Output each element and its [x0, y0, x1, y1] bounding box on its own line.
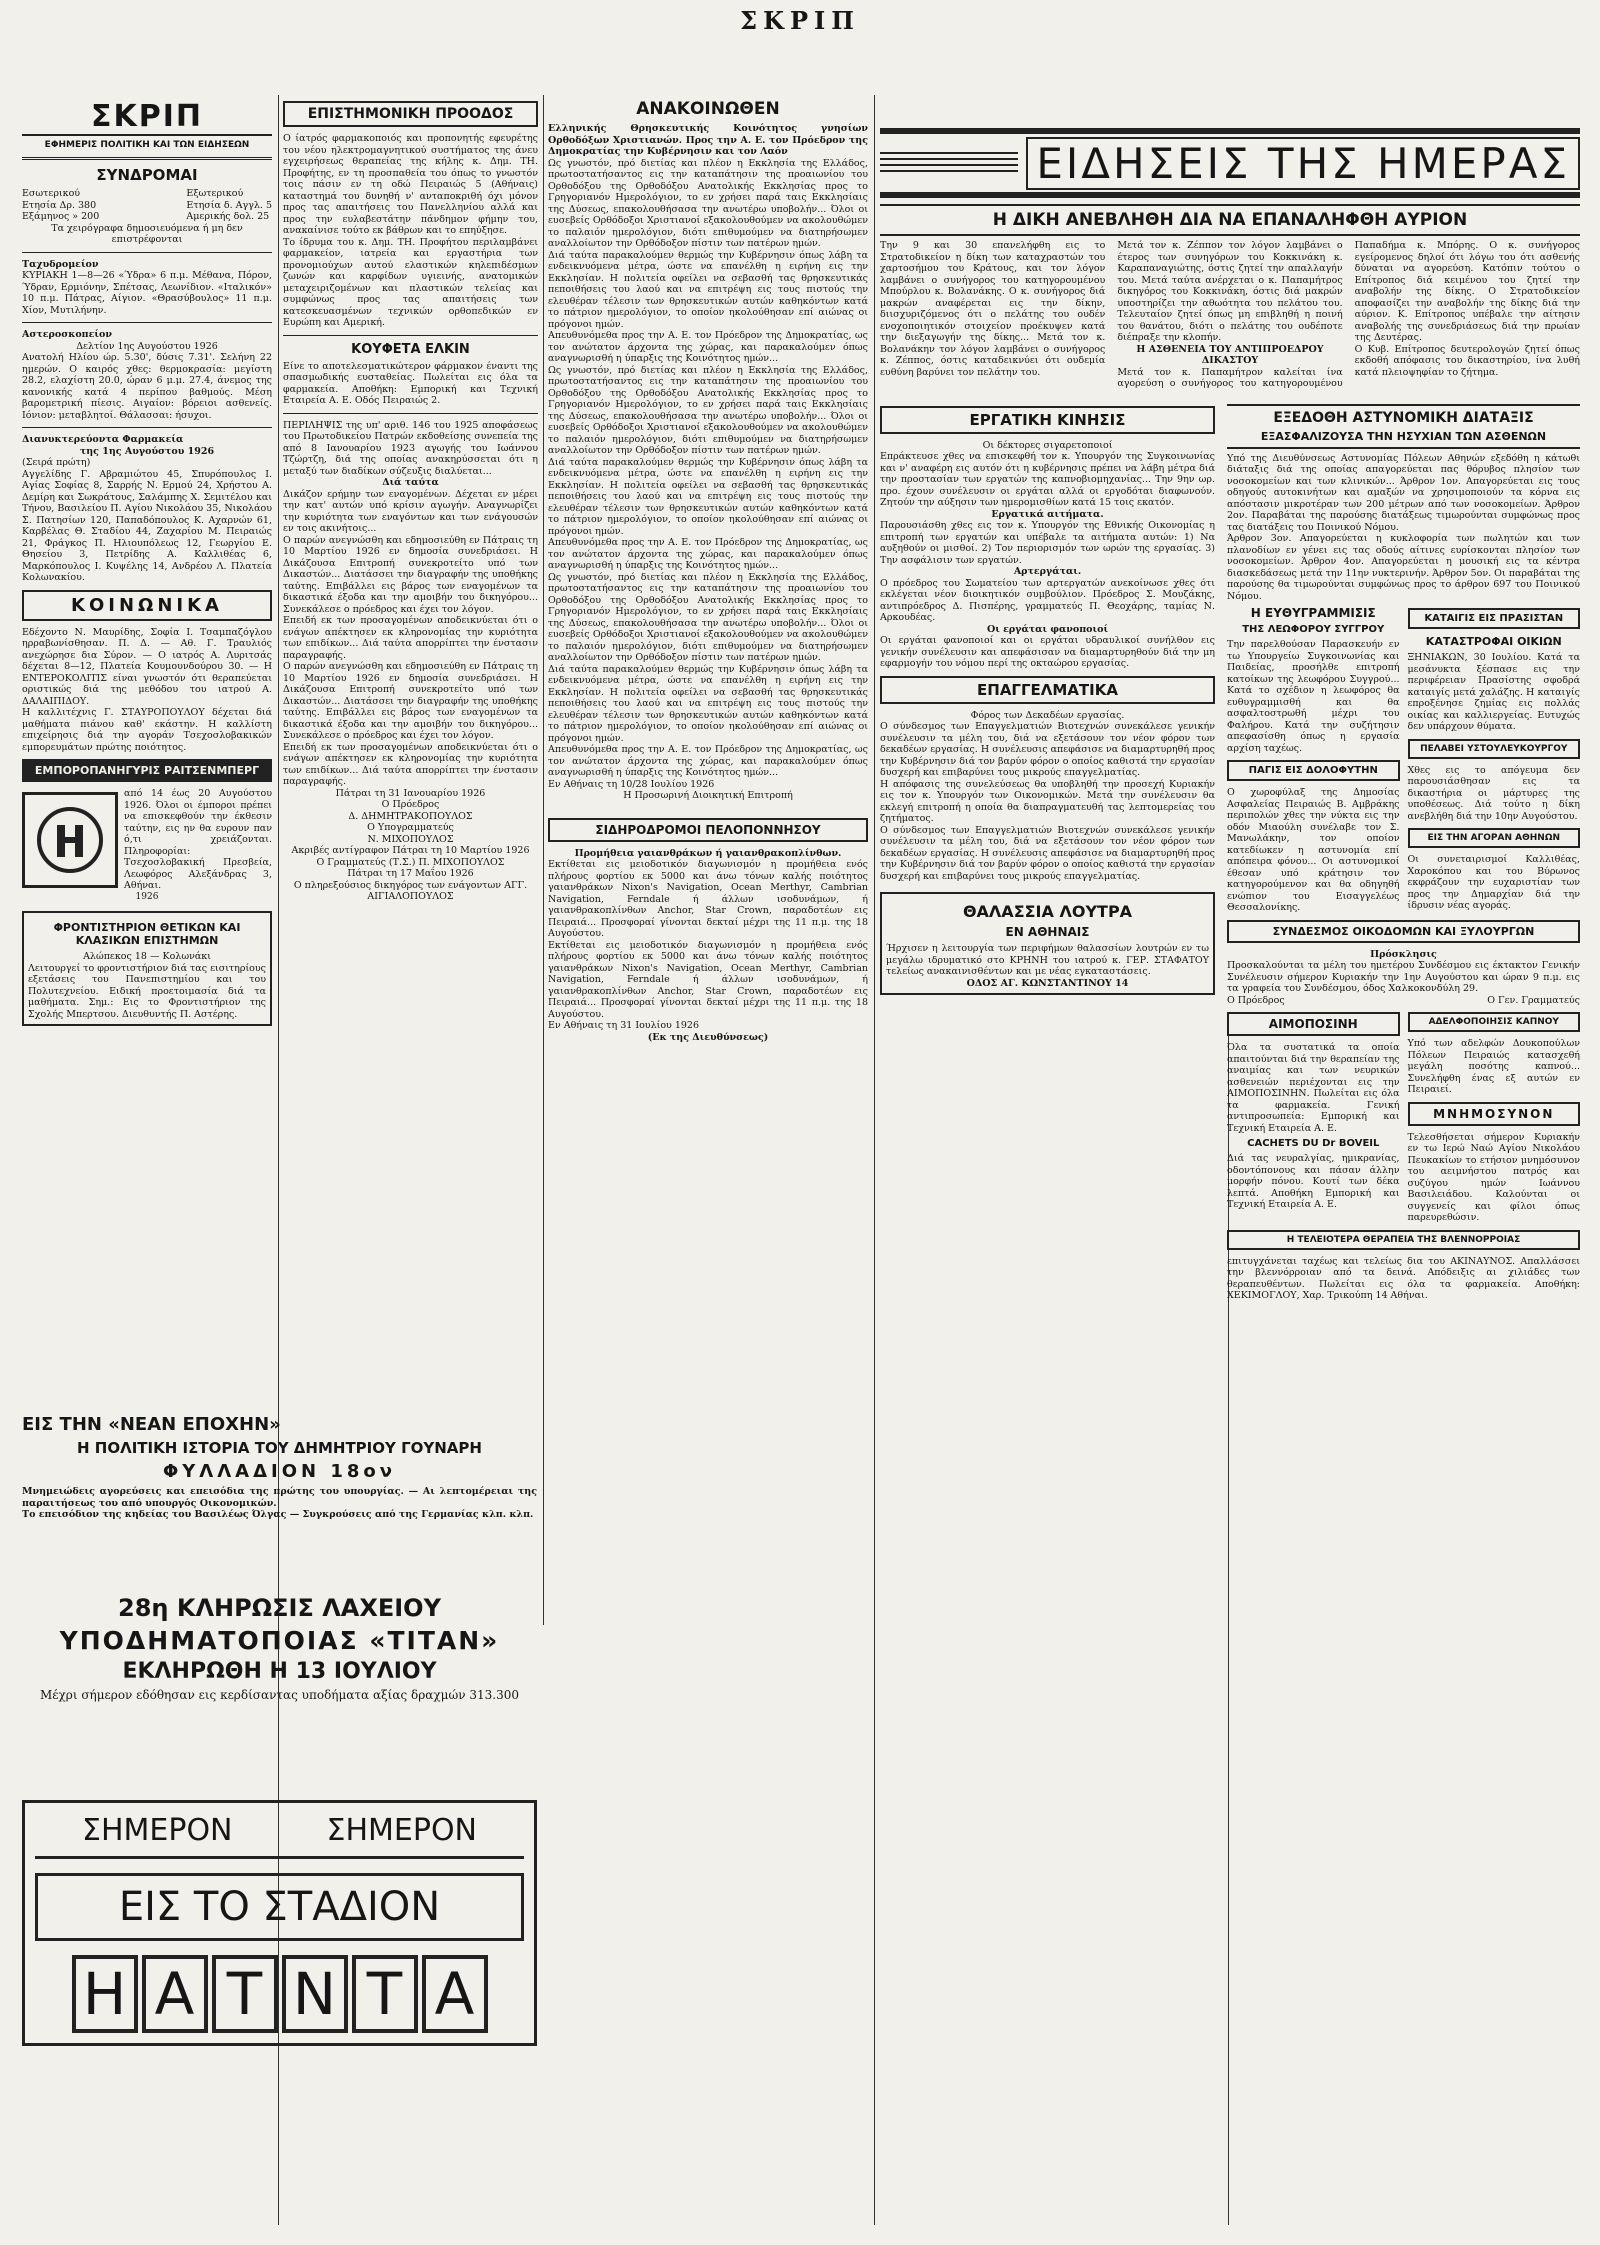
- gen-text: Επειδή εκ των προσαγομένων αποδεικνύεται ότι ο ενάγων απέκτησεν εκ κληρονομίας την κυριότητα των επιδίκων... Διά ταύτα απορρίπτει την ένστασιν παραγραφής.: [283, 615, 538, 661]
- lottery-date: ΕΚΛΗΡΩΘΗ Η 13 ΙΟΥΛΙΟΥ: [122, 1659, 437, 1684]
- sign2-role: Ο Υπογραμματεύς: [367, 822, 454, 833]
- syngrou-title: Η ΕΥΘΥΓΡΑΜΜΙΣΙΣ: [1250, 606, 1376, 620]
- subs-ext-label: Εξωτερικού: [186, 188, 244, 199]
- lottery-text: Μέχρι σήμερον εδόθησαν εις κερδίσαντας υποδήματα αξίας δραχμών 313.300: [40, 1688, 519, 1702]
- kapnou-text: Υπό των αδελφών Δουκοπούλων Πόλεων Πειραιώς κατασχεθή μεγάλη ποσότης καπνού... Συνελήφθη ένας εξ αυτών εν Πειραιεί.: [1407, 1038, 1580, 1095]
- police-text-2: Άρθρον 3ον. Απαγορεύεται η κυκλοφορία των πωλητών και των πλανοδίων εν γένει εις τας οδούς αίτινες ευρίσκονται πλησίον των νοσοκομείων. Άρθρον 4ον. Απαγορεύεται η μουσική εις τα κέντρα διασκεδάσεως μετά την 11ην νυκτερινήν. Άρθρον 5ον. Οι παραβάται της παρούσης θα τιμωρούνται συμφώνως προς το άρθρον 697 του Ποινικού Νόμου.: [1227, 533, 1580, 602]
- prof-subtitle: Φόρος των Δεκαδέων εργασίας.: [970, 709, 1125, 721]
- masthead: ΣΚΡΙΠ: [740, 6, 860, 35]
- stadium-letter: Τ: [352, 1955, 418, 2033]
- cachets-text: Διά τας νευραλγίας, ημικρανίας, οδοντόπονους και πάσαν άλλην μορφήν πόνου. Κουτί των δέκα λεπτά. Αποθήκη Εμπορική και Τεχνική Εταιρεία Α. Ε.: [1227, 1153, 1400, 1210]
- sign-role: Ο Πρόεδρος: [381, 799, 440, 810]
- subs-ext-year: Ετησία δ. Αγγλ. 5: [186, 199, 272, 211]
- aim-text: Όλα τα συστατικά τα οποία απαιτούνται διά την θεραπείαν της αναιμίας και των νευρικών ασθενειών περιέχονται εις την ΑΙΜΟΠΟΣΙΝΗΝ. Πωλείται εις όλα τα φαρμακεία. Γενική αντιπροσωπεία: Εμπορική και Τεχνική Εταιρεία Α. Ε.: [1227, 1042, 1400, 1134]
- sign5: Πάτραι τη 17 Μαΐου 1926: [347, 868, 474, 879]
- mnemosyno-title: ΜΝΗΜΟΣΥΝΟΝ: [1408, 1102, 1581, 1126]
- announcement-title: ΑΝΑΚΟΙΝΩΘΕΝ: [636, 99, 780, 119]
- baths-text: Ήρχισεν η λειτουργία των περιφήμων θαλασσίων λουτρών εν τω μεγάλω ιδρυματικό στο ΚΡΗΝΗ του ιατρού κ. ΓΕΡ. ΣΤΑΦΑΤΟΥ τελείως ανακαινισθέντων και με νέας εγκαταστάσεις.: [886, 943, 1209, 977]
- lottery-title: 28η ΚΛΗΡΩΣΙΣ ΛΑΧΕΙΟΥ: [118, 1594, 441, 1622]
- frontist-subtitle: Αλώπεκος 18 — Κολωνάκι: [83, 951, 211, 962]
- pharmacies-text: Αγγελίδης Γ. Αβραμιώτου 45, Σπυρόπουλος Ι. Αγίας Σοφίας 8, Σαρρής Ν. Ερμού 24, Χρήστου Α. Δεμίρη και Σωκράτους, Σαλάμπης Χ. Σεμιτέλου και Τήνου, Βασιλείου Π. Αγίου Νικολάου 35, Νικολάου Σ. Πατησίων 120, Παπαδόπουλος Κ. Αχαρνών 61, Καρβέλας Θ. Σταδίου 44, Ζαχαρίου Μ. Πειραιώς 21, Φράγκος Π. Ηλιουπόλεως 12, Γεωργίου Ε. Θησείου 3, Πετρίδης Α. Καλλιθέας 6, Μαρκόπουλος Ι. Κυψέλης 14, Ανδρέου Λ. Πλατεία Κολωνακίου.: [22, 468, 272, 583]
- post-title: Ταχυδρομείον: [22, 258, 99, 270]
- fire-title: ΚΑΤΑΙΓΙΣ ΕΙΣ ΠΡΑΣΙΣΤΑΝ: [1408, 608, 1581, 629]
- agora-title: ΕΙΣ ΤΗΝ ΑΓΟΡΑΝ ΑΘΗΝΩΝ: [1408, 828, 1581, 848]
- astro-title: Αστεροσκοπείον: [22, 329, 112, 340]
- column-4-left: [880, 400, 1215, 1302]
- announcement-subtitle: Ελληνικής Θρησκευτικής Κοινότητος γνησίων Ορθοδόξων Χριστιανών. Προς την Α. Ε. τον Πρόεδρον της Δημοκρατίας την Κυβέρνησιν και τον Λαόν: [548, 123, 868, 157]
- subs-note: Τα χειρόγραφα δημοσιευόμενα ή μη δεν επιστρέφονται: [51, 222, 243, 245]
- guild-sign-2: Ο Γεν. Γραμματεύς: [1487, 994, 1580, 1006]
- social-text: Εδέχοντο Ν. Μαυρίδης, Σοφία Ι. Τσαμπαζόγλου ηρραβωνίσθησαν. Π. Δ. — Αθ. Γ. Τραυλιός ανεχώρησε δια Σύρον. — Ο ιατρός Α. Λυριτσάς δέχεται 8—12, Πλατεία Κουμουνδούρου 30. — Η ΕΝΤΕΡΟΚΟΛΙΤΙΣ είναι γνωστόν ότι θεραπεύεται οριστικώς διά της μεθόδου του ιατρού Α. ΔΑΛΑΙΠΙΔΟΥ.: [22, 626, 272, 707]
- news-banner: [880, 128, 1580, 198]
- fair-title: ΕΜΠΟΡΟΠΑΝΗΓΥΡΙΣ ΡΑΙΤΣΕΝΜΠΕΡΓ: [22, 759, 272, 782]
- stadium-letter: Α: [422, 1955, 488, 2033]
- therapy-text: επιτυγχάνεται ταχέως και τελείως δια του ΑΚΙΝΑΥΝΟΣ. Απαλλάσσει την βλεννόρροιαν από τα δεινά. Απόδειξις αι χιλιάδες των θεραπευθέντων. Πωλείται εις όλα τα φαρμακεία. Αποθήκη: ΧΕΚΙΜΟΓΛΟΥ, Χαρ. Τρικούπη 14 Αθήναι.: [1227, 1255, 1580, 1301]
- pharmacies-title: Διανυκτερεύοντα Φαρμακεία: [22, 434, 184, 445]
- epochi-text: Μνημειώδεις αγορεύσεις και επεισόδια της πρώτης του υπουργίας. — Αι λεπτομέρειαι της παραιτήσεως του από υπουργός Οικονομικών.: [22, 1486, 537, 1509]
- fair-logo-icon: [35, 805, 105, 875]
- science-text-2: Το ίδρυμα του κ. Δημ. ΤΗ. Προφήτου περιλαμβάνει φαρμακείον, ιατρεία και εργαστήρια των προνομιούχων αυτού ελαστικών κηλεπιδέσμων ζωνών και καρφίδων υγιεινής, ανατομικών μεταχειριζομένων και πλαστικών τελείας και συμφώνως προς τας απαιτήσεις των κατεσκευασμένων τεχνικών ορθοπεδικών εν Ευρώπη και Αμερική.: [283, 236, 538, 328]
- column-1: [22, 95, 272, 1026]
- stadium-line: ΕΙΣ ΤΟ ΣΤΑΔΙΟΝ: [35, 1873, 524, 1941]
- baths-subtitle: ΕΝ ΑΘΗΝΑΙΣ: [1005, 925, 1090, 939]
- coal-title: ΣΙΔΗΡΟΔΡΟΜΟΙ ΠΕΛΟΠΟΝΝΗΣΟΥ: [548, 818, 868, 842]
- guild-text: Προσκαλούνται τα μέλη του ημετέρου Συνδέσμου εις έκτακτον Γενικήν Συνέλευσιν σήμερον Κυριακήν την 1ην Αυγούστου και ώραν 9 π.μ. εις τα γραφεία του Συνδέσμου, όδος Χαλκοκονδύλη 29.: [1227, 960, 1580, 994]
- prof-title: ΕΠΑΓΓΕΛΜΑΤΙΚΑ: [880, 676, 1215, 704]
- fire-subtitle: ΚΑΤΑΣΤΡΟΦΑΙ ΟΙΚΙΩΝ: [1425, 635, 1562, 648]
- social-title: ΚΟΙΝΩΝΙΚΑ: [22, 590, 272, 621]
- labor-subtitle-3: Αρτεργάται.: [1013, 566, 1082, 577]
- coal-text: Εκτίθεται εις μειοδοτικόν διαγωνισμόν η προμήθεια ενός πλήρους φορτίου εκ 5000 και άνω τόνων καλής ποιότητος γαιανθράκων Nixon's Navigation, Ocean Merthyr, Cambrian Navigation, Ferndale ή άλλων ισοδυνάμων, ή γαιανθρακοπλίνθων Anchor, Star Crown, παραδοτέων εις Πειραιά... Προσφοραί γίνονται δεκταί μέχρι της 11 π.μ. της 18 Αυγούστου.: [548, 859, 868, 939]
- sign-date: Πάτραι τη 31 Ιανουαρίου 1926: [335, 787, 486, 799]
- syngrou-text: Την παρελθούσαν Παρασκευήν εν τω Υπουργείω Συγκοινωνίας και Παιδείας, προσήλθε επιτροπή κατοίκων της λεωφόρου Συγγρού... Κατά το σχέδιον η λεωφόρος θα ευθυγραμμισθή και θα ασφαλτοστρωθή μέχρι του Φαλήρου. Κατά την συζήτησιν απεφασίσθη όπως η εργασία αρχίση ταχέως.: [1227, 639, 1400, 754]
- frontist-text: Λειτουργεί το φροντιστήριον διά τας εισιτηρίους εξετάσεις του Πανεπιστημίου και του Πολυτεχνείου. Ειδική προετοιμασία διά τα μαθήματα. Σημ.: Εις το Φροντιστήριον της Σχολής Μπερτσου. Διευθυντής Π. Αστέρης.: [28, 962, 266, 1020]
- epochi-line: Η ΠΟΛΙΤΙΚΗ ΙΣΤΟΡΙΑ ΤΟΥ ΔΗΜΗΤΡΙΟΥ ΓΟΥΝΑΡΗ: [77, 1439, 482, 1457]
- guild-title: ΣΥΝΔΕΣΜΟΣ ΟΙΚΟΔΟΜΩΝ ΚΑΙ ΞΥΛΟΥΡΓΩΝ: [1227, 920, 1580, 943]
- aim-title: ΑΙΜΟΠΟΣΙΝΗ: [1227, 1012, 1400, 1036]
- syngrou-subtitle: ΤΗΣ ΛΕΩΦΟΡΟΥ ΣΥΓΓΡΟΥ: [1242, 624, 1385, 635]
- long-text: Ο παρών ανεγνώσθη και εδημοσιεύθη εν Πάτραις τη 10 Μαρτίου 1926 εν δημοσία συνεδριάσει. Η Δικάζουσα Επιτροπή συνεκροτείτο υπό των Δικαστών... Διατάσσει την διαγραφήν της υποθήκης ταύτης. Επιβάλλει εις βάρος των εναγομένων τα δικαστικά έξοδα και την αμοιβήν του δικηγόρου... Συνεκάλεσε ο πρόεδρος και έχει τον λόγον.: [283, 534, 538, 615]
- gen-text-repeat: Επειδή εκ των προσαγομένων αποδεικνύεται ότι ο ενάγων απέκτησεν εκ κληρονομίας την κυριότητα των επιδίκων... Διά ταύτα απορρίπτει την ένστασιν παραγραφής.: [283, 741, 538, 787]
- police-subtitle: ΕΞΑΣΦΑΛΙΖΟΥΣΑ ΤΗΝ ΗΣΥΧΙΑΝ ΤΩΝ ΑΣΘΕΝΩΝ: [1227, 430, 1580, 449]
- announcement-text-repeat-2: Ως γνωστόν, πρό διετίας και πλέον η Εκκλησία της Ελλάδος, πρωτοστατήσαντος εις την καταπάτησιν της προαιωνίου του Ορθοδόξου της Ορθοδόξου Ανατολικής Εκκλησίας προς το Γρηγοριανόν Ημερολόγιον, το εν χρήσει παρά ταις Εκκλησίαις της Δύσεως, επακολουθήσασα την ανωτέρω υποβολήν... Όλοι οι ευσεβείς Ορθόδοξοι Χριστιανοί εξακολουθούμεν να ακολουθώμεν το παλαιόν ημερολόγιον, διότι επιθυμούμεν να διατηρήσωμεν αναλλοίωτον την Ορθόδοξον πίστιν των πατέρων ημών.: [548, 571, 868, 663]
- lottery-name: ΥΠΟΔΗΜΑΤΟΠΟΙΑΣ «ΤΙΤΑΝ»: [59, 1626, 500, 1655]
- bridge-title: ΠΑΓΙΣ ΕΙΣ ΔΟΛΟΦΥΤΗΝ: [1227, 760, 1400, 781]
- dia-tauta-text: Δικάζον ερήμην των εναγομένων. Δέχεται εν μέρει την κατ' αυτών υπό κρίσιν αγωγήν. Αναγνωρίζει την κυριότητα των εναγόντων και των ενάγουσών εν τοις ακινήτοις...: [283, 488, 538, 534]
- fair-text: από 14 έως 20 Αυγούστου 1926. Όλοι οι έμποροι πρέπει να επισκεφθούν την έκθεσιν ταύτην, εις ην θα ευρουν παν ό,τι χρειάζονται. Πληροφορίαι: Τσεχοσλοβακική Πρεσβεία, Λεωφόρος Αλεξάνδρας 3, Αθήναι.: [124, 788, 272, 891]
- bridge-text: Ο χωροφύλαξ της Δημοσίας Ασφαλείας Πειραιώς Β. Αμβράκης περιπολών χθες την νύκτα εις την οδόν Μιαούλη συνέλαβε τον Σ. Μανωλάκην, τον οποίον κατεδίωκεν η αστυνομία επί απόπειρα φόνου... Οι αστυνομικοί έθεσαν υπό κράτησιν τον κατηγορούμενον και θα οδηγηθή ενώπιον του Εισαγγελέως Θεσσαλονίκης.: [1227, 787, 1400, 913]
- agora-text: Οι συνεταιρισμοί Καλλιθέας, Χαροκόπου και του Βύρωνος εκφράζουν την ευχαριστίαν των προς την Δημαρχίαν διά την ίδρυσιν νέας αγοράς.: [1407, 854, 1580, 911]
- coal-subtitle: Προμήθεια γαιανθράκων ή γαιανθρακοπλίνθων.: [574, 847, 842, 859]
- kapnou-title: ΑΔΕΛΦΟΠΟΙΗΣΙΣ ΚΑΠΝΟΥ: [1408, 1012, 1581, 1032]
- stadium-today-1: ΣΗΜΕΡΟΝ: [82, 1813, 233, 1848]
- column-3: [548, 95, 868, 2225]
- subs-int-half: Εξάμηνος » 200: [22, 211, 100, 222]
- prof-text-2: Η απόφασις της συνελεύσεως θα υποβληθή την προσεχή Κυριακήν εις τον κ. Υπουργόν των Οικονομικών. Μετά την συνέλευσιν θα εκλεγή επιτροπή η οποία θα διαπραγματευθή τας λεπτομερείας του ζητήματος.: [880, 778, 1215, 824]
- lottery-ad: [22, 1590, 537, 1702]
- science-text: Ο ίατρός φαρμακοποιός και προπονητής εφευρέτης του νέου ηλεκτρομαγνητικού συστήματος της άνευ εγχειρήσεως θεραπείας της κήλης κ. Δημ. ΤΗ. Προφήτης, εν τη προσπαθεία του όπως το γνωστόν τοις πάσιν εν τη οδώ Πειραιώς 5 (Αθήναις) καταστημά του δυνηθή ν' ανταποκριθή όχι μόνον προς τας απαιτήσεις του Πανελληνίου αλλά και προς την ευλαβεστάτην πάνδημον φήμην του, ανακαίνισε τούτο εκ βάθρων και το επηύξησε.: [283, 133, 538, 236]
- sign-name: Δ. ΔΗΜΗΤΡΑΚΟΠΟΥΛΟΣ: [348, 810, 473, 822]
- therapy-title: Η ΤΕΛΕΙΟΤΕΡΑ ΘΕΡΑΠΕΙΑ ΤΗΣ ΒΛΕΝΝΟΡΡΟΙΑΣ: [1227, 1230, 1580, 1250]
- labor-subtitle-2: Εργατικά αιτήματα.: [991, 508, 1104, 520]
- announcement-text-2-repeat-2: Διά ταύτα παρακαλούμεν θερμώς την Κυβέρνησιν όπως λάβη τα ενδεικνυόμενα μέτρα, ώστε να επανέλθη η ειρήνη εις την Εκκλησίαν. Η πολιτεία οφείλει να σεβασθή τας θρησκευτικάς πεποιθήσεις του λαού και να επιτρέψη εις τους πιστούς την ελευθέραν τέλεσιν των θρησκευτικών αυτών καθηκόντων κατά το πάτριον ημερολόγιον, το οποίον ηκολούθησαν επί αιώνας οι πρόγονοι ημών.: [548, 663, 868, 744]
- trial-text-3: Μετά τον κ. Παπαμήτρον καλείται ίνα αγορεύση ο συνήγορος του κατηγορουμένου Παπαδήμα κ. Μπόρης. Ο κ. συνήγορος εγείρομενος δηλοί ότι λόγω του ότι ασθενής δύναται να αγορεύση. Κατόπιν τούτου ο Επίτροπος διά κειμένου του ζητεί την αναβολήν της δίκης. Ο Στρατοδικείον αποφασίζει την αναβολήν της δίκης διά την αύριον. Κ. Επίτροπος υπέβαλε την αίτησιν αναβολής της συνεδριάσεως διά την πρωίαν της Δευτέρας.: [1117, 240, 1580, 389]
- prof-text-repeat: Ο σύνδεσμος των Επαγγελματιών Βιοτεχνών συνεκάλεσε γενικήν συνέλευσιν τα μέλη του, διά να εξετάσουν τον νέον φόρον των δεκαδέων εργασίας. Η συνέλευσις απεφάσισε να διαμαρτυρηθή προς την Κυβέρνησιν διά τον βαρύν φόρον ο οποίος καθιστά την εργασίαν δυσχερή και επιβαρύνει τους μικρούς επαγγελματίας.: [880, 824, 1215, 882]
- subscriptions-title: ΣΥΝΔΡΟΜΑΙ: [96, 166, 198, 184]
- science-title: ΕΠΙΣΤΗΜΟΝΙΚΗ ΠΡΟΟΔΟΣ: [283, 101, 538, 127]
- coal-date: Εν Αθήναις τη 31 Ιουλίου 1926: [548, 1020, 700, 1031]
- long-text-repeat: Ο παρών ανεγνώσθη και εδημοσιεύθη εν Πάτραις τη 10 Μαρτίου 1926 εν δημοσία συνεδριάσει. Η Δικάζουσα Επιτροπή συνεκροτείτο υπό των Δικαστών... Διατάσσει την διαγραφήν της υποθήκης ταύτης. Επιβάλλει εις βάρος των εναγομένων τα δικαστικά έξοδα και την αμοιβήν του δικηγόρου... Συνεκάλεσε ο πρόεδρος και έχει τον λόγον.: [283, 661, 538, 741]
- column-4-right: [1227, 400, 1580, 1302]
- labor-text-2: Παρουσιάσθη χθες εις τον κ. Υπουργόν της Εθνικής Οικονομίας η επιτροπή των εργατών και υπέβαλε τα αιτήματα αυτών: 1) Να αυξηθούν οι μισθοί. 2) Τον περιορισμόν των ωρών της εργασίας. 3) Την ασφάλισιν των εργατών.: [880, 520, 1215, 566]
- mnemosyno-text: Τελεσθήσεται σήμερον Κυριακήν εν τω Ιερώ Ναώ Αγίου Νικολάου Πευκακίων το ετήσιον μνημόσυνον του αειμνήστου πατρός και συζύγου ημών Ιωάννου Βασιλειάδου. Καλούνται οι συγγενείς και φίλοι όπως παρευρεθώσιν.: [1407, 1131, 1580, 1223]
- stadium-letter: Τ: [212, 1955, 278, 2033]
- cachets-title: CACHETS DU Dr BOVEIL: [1247, 1138, 1380, 1149]
- column-4: [880, 200, 1580, 2225]
- labor-text-3: Ο πρόεδρος του Σωματείου των αρτεργατών ανεκοίνωσε χθες ότι εκλέγεται νέον διοικητικόν συμβούλιον. Πρόεδρος Σ. Μουζάκης, αντιπρόεδρος Δ. Πισπέρης, γραμματεύς Π. Θεοχάρης, ταμίας Ν. Αρκουδέας.: [880, 577, 1215, 623]
- labor-subtitle-4: Οι εργάται φανοποιοί: [986, 623, 1109, 635]
- trial-text-2: Μετά τον κ. Ζέππον τον λόγον λαμβάνει ο έτερος των συνηγόρων του Κοκκινάκη κ. Καραπαναγιώτης, όστις ζητεί την απαλλαγήν του. Μετά ταύτα ανέρχεται ο κ. Παπαμήτρος δικηγόρος του Κοκκινάκη, όστις διά μακρών υποστηρίζει την αθωότητα του πελάτου του. Τελευταίον ζητεί όπως μη επιβληθή η ποινή του θανάτου, διότι ο πελάτης του ουδέποτε διέπραξε την κλοπήν.: [1117, 240, 1343, 343]
- trial-subtitle: Η ΑΣΘΕΝΕΙΑ ΤΟΥ ΑΝΤΙΠΡΟΕΔΡΟΥ ΔΙΚΑΣΤΟΥ: [1136, 343, 1324, 366]
- epochi-text-2: Το επεισόδιον της κηδείας του Βασιλέως Όλγας — Συγκρούσεις από της Γερμανίας κλπ. κλπ.: [22, 1509, 534, 1520]
- astro-text: Ανατολή Ηλίου ώρ. 5.30', δύσις 7.31'. Σελήνη 22 ημερών. Ο καιρός χθες: θερμοκρασία: μεγίστη 28.2, ελαχίστη 20.0, ώραν 6 μ.μ. 27.4, άνεμος της κανονικής κατά 4 περίπου βαθμούς. Μέση βαρομετρική πίεσις. Αιγαίον: βόρειοι ασθενείς. Ιόνιον: μεταβλητοί. Θάλασσαι: ήσυχοι.: [22, 352, 272, 421]
- labor-text-4: Οι εργάται φανοποιοί και οι εργάται υδραυλικοί συνήλθον εις γενικήν συνέλευσιν και απεφάσισαν να διαμαρτυρηθούν διά την μη εφαρμογήν του νόμου περί της οκταώρου εργασίας.: [880, 635, 1215, 669]
- announcement-text-2-repeat: Διά ταύτα παρακαλούμεν θερμώς την Κυβέρνησιν όπως λάβη τα ενδεικνυόμενα μέτρα, ώστε να επανέλθη η ειρήνη εις την Εκκλησίαν. Η πολιτεία οφείλει να σεβασθή τας θρησκευτικάς πεποιθήσεις του λαού και να επιτρέψη εις τους πιστούς την ελευθέραν τέλεσιν των θρησκευτικών αυτών καθηκόντων κατά το πάτριον ημερολόγιον, το οποίον ηκολούθησαν επί αιώνας οι πρόγονοι ημών.: [548, 456, 868, 537]
- subs-ext-half: Αμερικής δολ. 25: [186, 211, 270, 222]
- announcement-text-3-repeat: Απευθυνόμεθα προς την Α. Ε. τον Πρόεδρον της Δημοκρατίας, ως τον ανώτατον άρχοντα της χώρας, και παρακαλούμεν όπως αναγνωρισθή η ύπαρξις της Κοινότητος ημών...: [548, 537, 868, 571]
- fire-text: ΞΗΝΙΑΚΩΝ, 30 Ιουλίου. Κατά τα μεσάνυκτα ξέσπασε εις την περιφέρειαν Πρασίστης σφοδρά καταιγίς μετά χαλάζης. Η καταιγίς επροξένησε ζημίας εις πολλάς οικίας και καλλιεργείας. Ευτυχώς δεν υπάρχουν θύματα.: [1407, 652, 1580, 732]
- labor-subtitle: Οι δέκτορες σιγαρετοποιοί: [982, 439, 1113, 451]
- guild-sign-1: Ο Πρόεδρος: [1227, 994, 1285, 1006]
- post-text: ΚΥΡΙΑΚΗ 1—8—26 «Ύδρα» 6 π.μ. Μέθανα, Πόρον, Ύδραν, Ερμιόνην, Σπέτσας, Λεωνίδιον. «Ιταλικόν» 10 π.μ. Πάτρας, Αίγιον. «Θρασύβουλος» 11 π.μ. Χίον, Μυτιλήνην.: [22, 270, 272, 316]
- police-title: ΕΞΕΔΟΘΗ ΑΣΤΥΝΟΜΙΚΗ ΔΙΑΤΑΞΙΣ: [1227, 404, 1580, 426]
- paper-name: ΣΚΡΙΠ: [22, 99, 272, 136]
- labor-text: Επράκτευσε χθες να επισκεφθή τον κ. Υπουργόν της Συγκοινωνίας και ν' αναφέρη εις αυτόν ότι η κυβέρνησις πρέπει να λάβη μέτρα διά την προστασίαν των εργατών της καπνοβιομηχανίας... Την 9ην ωρ. προ. έχουν συνέλευσιν οι εργάται αλλά οι εργοδόται διαφωνούν. Ζητούν την αύξησιν των ημερομισθίων κατά 15 τοις εκατόν.: [880, 451, 1215, 508]
- astro-subtitle: Δελτίον 1ης Αυγούστου 1926: [76, 340, 218, 352]
- sign6: Ο πληρεξούσιος δικηγόρος των ενάγοντων ΑΓΓ. ΑΙΓΙΑΛΟΠΟΥΛΟΣ: [293, 879, 528, 902]
- announcement-sign: Η Προσωρινή Διοικητική Επιτροπή: [623, 790, 793, 801]
- kofeta-text: Είνε το αποτελεσματικώτερον φάρμακον έναντι της σπασμωδικής ευσταθείας. Πωλείται εις όλα τα φαρμακεία. Αποθήκη: Εμπορική και Τεχνική Εταιρεία Α. Ε. Οδός Πειραιώς 2.: [283, 360, 538, 406]
- trial-text-4: Ο Κυβ. Επίτροπος δευτερολογών ζητεί όπως εκδοθή απόφασις του δικαστηρίου, ίνα λυθή κατά πλειοψηφίαν το ζήτημα.: [1354, 343, 1580, 378]
- pel-text: Χθες εις το απόγευμα δεν παρουσιάσθησαν εις τα δικαστήρια οι μάρτυρες της υποθέσεως. Διά τούτο η δίκη ανεβλήθη διά την 10ην Αυγούστου.: [1407, 764, 1580, 822]
- guild-subtitle: Πρόσκλησις: [1370, 948, 1437, 960]
- announcement-text-2: Διά ταύτα παρακαλούμεν θερμώς την Κυβέρνησιν όπως λάβη τα ενδεικνυόμενα μέτρα, ώστε να επανέλθη η ειρήνη εις την Εκκλησίαν. Η πολιτεία οφείλει να σεβασθή τας θρησκευτικάς πεποιθήσεις του λαού και να επιτρέψη εις τους πιστούς την ελευθέραν τέλεσιν των θρησκευτικών αυτών καθηκόντων κατά το πάτριον ημερολόγιον, το οποίον ηκολούθησαν επί αιώνας οι πρόγονοι ημών.: [548, 249, 868, 330]
- period-text: ΠΕΡΙΛΗΨΙΣ της υπ' αριθ. 146 του 1925 αποφάσεως του Πρωτοδικείου Πατρών εκδοθείσης συνεπεία της από 8 Ιανουαρίου 1923 αγωγής του Ιωάννου Τζώρτζη, διά της οποίας ανακηρύσσεται ότι η μεταξύ των διαδίκων σύζευξις διαλύεται...: [283, 419, 538, 477]
- epochi-title: ΕΙΣ ΤΗΝ «ΝΕΑΝ ΕΠΟΧΗΝ»: [22, 1414, 281, 1435]
- sign3: Ακριβές αντίγραφον Πάτραι τη 10 Μαρτίου 1926: [291, 845, 530, 856]
- frontist-title: ΦΡΟΝΤΙΣΤΗΡΙΟΝ ΘΕΤΙΚΩΝ ΚΑΙ ΚΛΑΣΙΚΩΝ ΕΠΙΣΤΗΜΩΝ: [53, 921, 241, 947]
- announcement-text: Ως γνωστόν, πρό διετίας και πλέον η Εκκλησία της Ελλάδος, πρωτοστατήσαντος εις την καταπάτησιν της προαιωνίου του Ορθοδόξου της Ορθοδόξου Ανατολικής Εκκλησίας προς το Γρηγοριανόν Ημερολόγιον, το εν χρήσει παρά ταις Εκκλησίαις της Δύσεως, επακολουθήσασα την ανωτέρω υποβολήν... Όλοι οι ευσεβείς Ορθόδοξοι Χριστιανοί εξακολουθούμεν να ακολουθώμεν το παλαιόν ημερολόγιον, διότι επιθυμούμεν να διατηρήσωμεν αναλλοίωτον την Ορθόδοξον πίστιν των πατέρων ημών.: [548, 157, 868, 249]
- baths-address: ΟΔΟΣ ΑΓ. ΚΩΝΣΤΑΝΤΙΝΟΥ 14: [966, 977, 1129, 989]
- epochi-ad: [22, 1410, 537, 1521]
- pharmacies-subtitle: της 1ης Αυγούστου 1926: [79, 445, 215, 457]
- subs-int-label: Εσωτερικού: [22, 188, 81, 199]
- news-banner-title: ΕΙΔΗΣΕΙΣ ΤΗΣ ΗΜΕΡΑΣ: [1026, 137, 1580, 190]
- fair-logo: [22, 792, 118, 888]
- police-text: Υπό της Διευθύνσεως Αστυνομίας Πόλεων Αθηνών εξεδόθη η κάτωθι διάταξις διά της οποίας απαγορεύεται πας θόρυβος πλησίον των νοσοκομείων και των κλινικών... Άρθρον 1ον. Απαγορεύεται εις τους οδηγούς αυτοκινήτων και αμαξών να χρησιμοποιούν τα κόρνα εις απόστασιν μικροτέραν των 200 μέτρων από των νοσοκομείων. Άρθρον 2ον. Παραβάται της παρούσης διατάξεως τιμωρούνται συμφώνως προς τας διατάξεις του Ποινικού Νόμου.: [1227, 452, 1580, 533]
- social-text-2: Η καλλιτέχνις Γ. ΣΤΑΥΡΟΠΟΥΛΟΥ δέχεται διά μαθήματα πιάνου καθ' εκάστην. Η καλλίστη επιχείρησις διά την αγοράν Τσεχοσλοβακικών εμπορευμάτων πρώτης ποιότητος.: [22, 707, 272, 753]
- stadium-ad: [22, 1800, 537, 2200]
- paper-subtitle: ΕΦΗΜΕΡΙΣ ΠΟΛΙΤΙΚΗ ΚΑΙ ΤΩΝ ΕΙΔΗΣΕΩΝ: [44, 140, 250, 150]
- pharmacies-series: (Σειρά πρώτη): [22, 457, 91, 468]
- stadium-name: [35, 1955, 524, 2033]
- dia-tauta: Διά ταύτα: [382, 477, 439, 488]
- kofeta-title: ΚΟΥΦΕΤΑ ΕΛΚΙΝ: [351, 341, 470, 357]
- baths-title: ΘΑΛΑΣΣΙΑ ΛΟΥΤΡΑ: [962, 902, 1133, 921]
- fair-year: 1926: [135, 892, 159, 902]
- announcement-text-3-repeat-2: Απευθυνόμεθα προς την Α. Ε. τον Πρόεδρον της Δημοκρατίας, ως τον ανώτατον άρχοντα της χώρας, και παρακαλούμεν όπως αναγνωρισθή η ύπαρξις της Κοινότητος ημών...: [548, 744, 868, 778]
- announcement-text-3: Απευθυνόμεθα προς την Α. Ε. τον Πρόεδρον της Δημοκρατίας, ως τον ανώτατον άρχοντα της χώρας, και παρακαλούμεν όπως αναγνωρισθή η ύπαρξις της Κοινότητος ημών...: [548, 330, 868, 364]
- coal-sign: (Εκ της Διευθύνσεως): [647, 1031, 769, 1043]
- column-2: [283, 95, 538, 1195]
- trial-text: Την 9 και 30 επανελήφθη εις το Στρατοδικείον η δίκη των καταχραστών του χαρτοσήμου του Κράτους, και τον λόγον λαμβάνει ο συνήγορος του κατηγορουμένου Μπούρλου κ. Βολανάκης. Ο κ. συνήγορος διά μακρών αναφέρεται εις την δίκην, διισχυριζόμενος ότι ο πελάτης του ουδέν ενοχοποιητικόν στοιχείον προέκυψεν κατά την διεξαγωγήν της δίκης... Μετά τον κ. Βολανάκην τον λόγον λαμβάνει ο συνήγορος κ. Ζέππος, όστις καταδεικνύει ότι ουδεμία ευθύνη βαρύνει τον πελάτην του.: [880, 240, 1106, 378]
- stadium-letter: Α: [142, 1955, 208, 2033]
- sign2-name: Ν. ΜΙΧΟΠΟΥΛΟΣ: [367, 833, 454, 845]
- pel-title: ΠΕΛΑΒΕΙ ΥΣΤΟΥΛΕΥΚΟΥΡΓΟΥ: [1408, 739, 1581, 759]
- announcement-date: Εν Αθήναις τη 10/28 Ιουλίου 1926: [548, 778, 715, 790]
- subs-int-year: Ετησία Δρ. 380: [22, 199, 97, 211]
- trial-title: Η ΔΙΚΗ ΑΝΕΒΛΗΘΗ ΔΙΑ ΝΑ ΕΠΑΝΑΛΗΦΘΗ ΑΥΡΙΟΝ: [880, 204, 1580, 236]
- announcement-text-repeat: Ως γνωστόν, πρό διετίας και πλέον η Εκκλησία της Ελλάδος, πρωτοστατήσαντος εις την καταπάτησιν της προαιωνίου του Ορθοδόξου της Ορθοδόξου Ανατολικής Εκκλησίας προς το Γρηγοριανόν Ημερολόγιον, το εν χρήσει παρά ταις Εκκλησίαις της Δύσεως, επακολουθήσασα την ανωτέρω υποβολήν... Όλοι οι ευσεβείς Ορθόδοξοι Χριστιανοί εξακολουθούμεν να ακολουθώμεν το παλαιόν ημερολόγιον, διότι επιθυμούμεν να διατηρήσωμεν αναλλοίωτον την Ορθόδοξον πίστιν των πατέρων ημών.: [548, 364, 868, 456]
- coal-text-repeat: Εκτίθεται εις μειοδοτικόν διαγωνισμόν η προμήθεια ενός πλήρους φορτίου εκ 5000 και άνω τόνων καλής ποιότητος γαιανθράκων Nixon's Navigation, Ocean Merthyr, Cambrian Navigation, Ferndale ή άλλων ισοδυνάμων, ή γαιανθρακοπλίνθων Anchor, Star Crown, παραδοτέων εις Πειραιά... Προσφοραί γίνονται δεκταί μέχρι της 11 π.μ. της 18 Αυγούστου.: [548, 939, 868, 1020]
- stadium-today-2: ΣΗΜΕΡΟΝ: [326, 1813, 477, 1848]
- stadium-letter: Η: [72, 1955, 138, 2033]
- prof-text: Ο σύνδεσμος των Επαγγελματιών Βιοτεχνών συνεκάλεσε γενικήν συνέλευσιν τα μέλη του, διά να εξετάσουν τον νέον φόρον των δεκαδέων εργασίας. Η συνέλευσις απεφάσισε να διαμαρτυρηθή προς την Κυβέρνησιν διά τον βαρύν φόρον ο οποίος καθιστά την εργασίαν δυσχερή και επιβαρύνει τους μικρούς επαγγελματίας.: [880, 721, 1215, 778]
- stadium-letter: Ν: [282, 1955, 348, 2033]
- labor-title: ΕΡΓΑΤΙΚΗ ΚΙΝΗΣΙΣ: [880, 406, 1215, 434]
- sign4: Ο Γραμματεύς (Τ.Σ.) Π. ΜΙΧΟΠΟΥΛΟΣ: [316, 856, 505, 868]
- epochi-subtitle: ΦΥΛΛΑΔΙΟΝ 18ον: [162, 1461, 397, 1482]
